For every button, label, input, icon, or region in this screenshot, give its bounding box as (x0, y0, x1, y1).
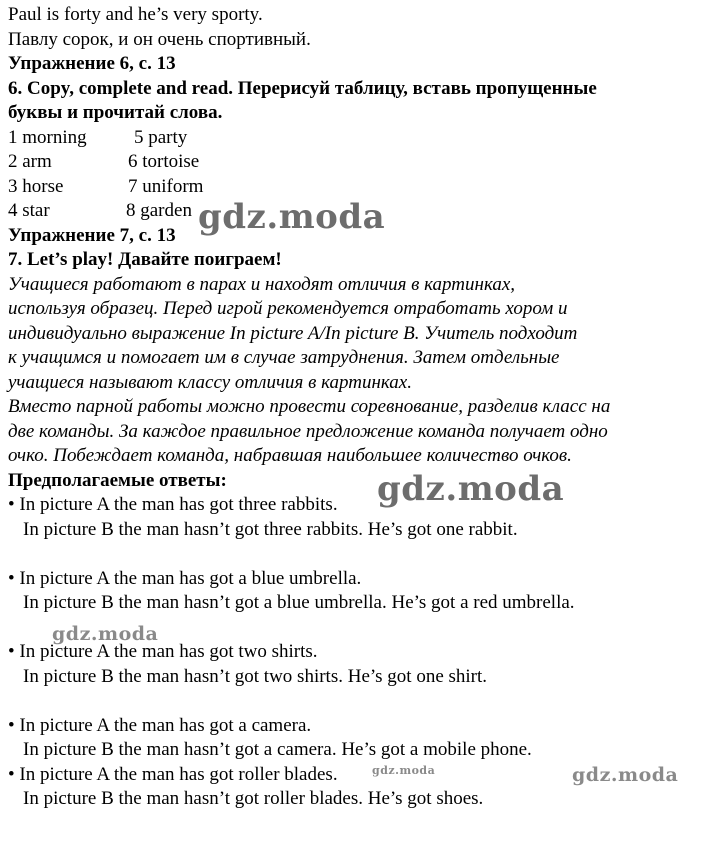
watermark-logo: gdz.moda (52, 623, 159, 645)
word-4: 4 star (8, 200, 50, 221)
answer-a: • In picture A the man has got a camera. (8, 714, 312, 736)
watermark-logo: gdz.moda (377, 469, 565, 509)
instruction-line: используя образец. Перед игрой рекомендуется отработать хором и (8, 298, 568, 319)
exercise-7-task: 7. Let’s play! Давайте поиграем! (8, 249, 282, 270)
answer-b: In picture B the man hasn’t got roller blades. He’s got shoes. (23, 788, 484, 809)
sentence-ru: Павлу сорок, и он очень спортивный. (8, 28, 311, 50)
word-2: 2 arm (8, 151, 52, 172)
answer-b: In picture B the man hasn’t got two shirts. He’s got one shirt. (23, 665, 488, 687)
answer-a: • In picture A the man has got two shirts. (8, 641, 318, 662)
word-6: 6 tortoise (128, 151, 200, 172)
answer-b: In picture B the man hasn’t got three rabbits. He’s got one rabbit. (23, 518, 518, 540)
watermark-logo: gdz.moda (198, 197, 386, 237)
watermark-logo: gdz.moda (572, 764, 679, 786)
spacer (8, 689, 703, 714)
word-8: 8 garden (126, 200, 192, 221)
instruction-line: учащиеся называют классу отличия в картинках. (8, 371, 412, 393)
answers-heading: Предполагаемые ответы: (8, 469, 227, 491)
word-7: 7 uniform (128, 175, 204, 197)
word-5: 5 party (134, 126, 188, 148)
watermark-logo: gdz.moda (372, 764, 436, 777)
answer-a: • In picture A the man has got three rabbits. (8, 494, 338, 515)
instruction-line: очко. Побеждает команда, набравшая наибольшее количество очков. (8, 445, 572, 466)
word-1: 1 morning (8, 126, 87, 148)
word-3: 3 horse (8, 175, 64, 197)
answer-b: In picture B the man hasn’t got a camera. He’s got a mobile phone. (23, 739, 532, 760)
instruction-line: Учащиеся работают в парах и находят отличия в картинках, (8, 273, 516, 295)
document-body (8, 3, 703, 812)
instruction-line: к учащимся и помогает им в случае затруднения. Затем отдельные (8, 347, 560, 368)
exercise-6-heading: Упражнение 6, с. 13 (8, 53, 176, 74)
instruction-line: индивидуально выражение In picture A/In picture B. Учитель подходит (8, 322, 578, 344)
instruction-line: две команды. За каждое правильное предложение команда получает одно (8, 420, 608, 442)
sentence-en: Paul is forty and he’s very sporty. (8, 4, 263, 25)
answer-a: • In picture A the man has got a blue umbrella. (8, 567, 362, 589)
exercise-7-heading: Упражнение 7, с. 13 (8, 224, 176, 246)
instruction-line: Вместо парной работы можно провести соревнование, разделив класс на (8, 396, 611, 417)
answer-b: In picture B the man hasn’t got a blue umbrella. He’s got a red umbrella. (23, 592, 575, 613)
answer-a: • In picture A the man has got roller blades. (8, 763, 338, 785)
exercise-6-task-line-1: 6. Copy, complete and read. Перерисуй таблицу, вставь пропущенные (8, 77, 597, 99)
exercise-6-task-line-2: буквы и прочитай слова. (8, 102, 223, 123)
spacer (8, 542, 703, 567)
